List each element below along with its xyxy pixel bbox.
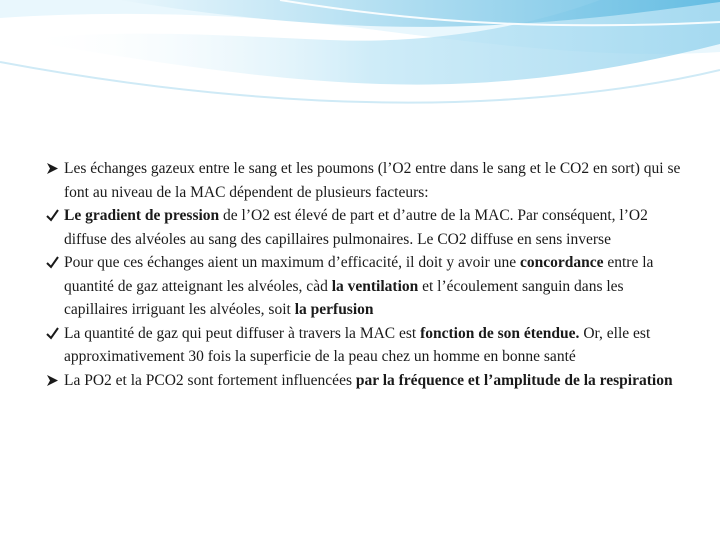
bullet-list	[46, 157, 686, 392]
checkmark-bullet-icon	[46, 322, 62, 348]
item-text: Or, elle est approximativement 30 fois la superficie de la peau chez un homme en bonne santé	[64, 324, 651, 365]
list-item	[46, 322, 686, 369]
item-text: Les échanges gazeux entre le sang et les poumons (l’O2 entre dans le sang et le CO2 en sort) qui se font au niveau de la MAC dépendent de plusieurs facteurs:	[64, 160, 681, 201]
emphasis-text: concordance	[519, 254, 604, 271]
item-text: de l’O2 est élevé de part et d’autre de la MAC. Par conséquent, l’O2 diffuse des alvéoles au sang des capillaires pulmonaires. Le CO2 diffuse en sens inverse	[64, 207, 648, 248]
checkmark-bullet-icon	[46, 251, 62, 277]
list-item	[46, 157, 686, 204]
item-text: La PO2 et la PCO2 sont fortement influencées	[64, 371, 356, 389]
list-item	[46, 369, 686, 393]
item-text: Pour que ces échanges aient un maximum d’efficacité, il doit y avoir une	[64, 254, 520, 271]
list-item	[46, 251, 686, 322]
emphasis-text: fonction de son étendue.	[420, 324, 580, 342]
emphasis-text: Le gradient de pression	[64, 207, 220, 224]
decorative-wave-header	[0, 0, 720, 110]
emphasis-text: la ventilation	[331, 277, 419, 295]
item-text: La quantité de gaz qui peut diffuser à travers la MAC est	[64, 324, 421, 342]
emphasis-text: la perfusion	[294, 301, 374, 318]
emphasis-text: par la fréquence et l’amplitude de la respiration	[355, 371, 673, 389]
arrow-bullet-icon	[46, 157, 62, 183]
item-text: et l’écoulement sanguin dans les capillaires irriguant les alvéoles, soit	[64, 277, 624, 318]
checkmark-bullet-icon	[46, 204, 62, 230]
list-item	[46, 204, 686, 251]
item-text: entre la quantité de gaz atteignant les alvéoles, càd	[64, 254, 654, 295]
arrow-bullet-icon	[46, 369, 62, 395]
